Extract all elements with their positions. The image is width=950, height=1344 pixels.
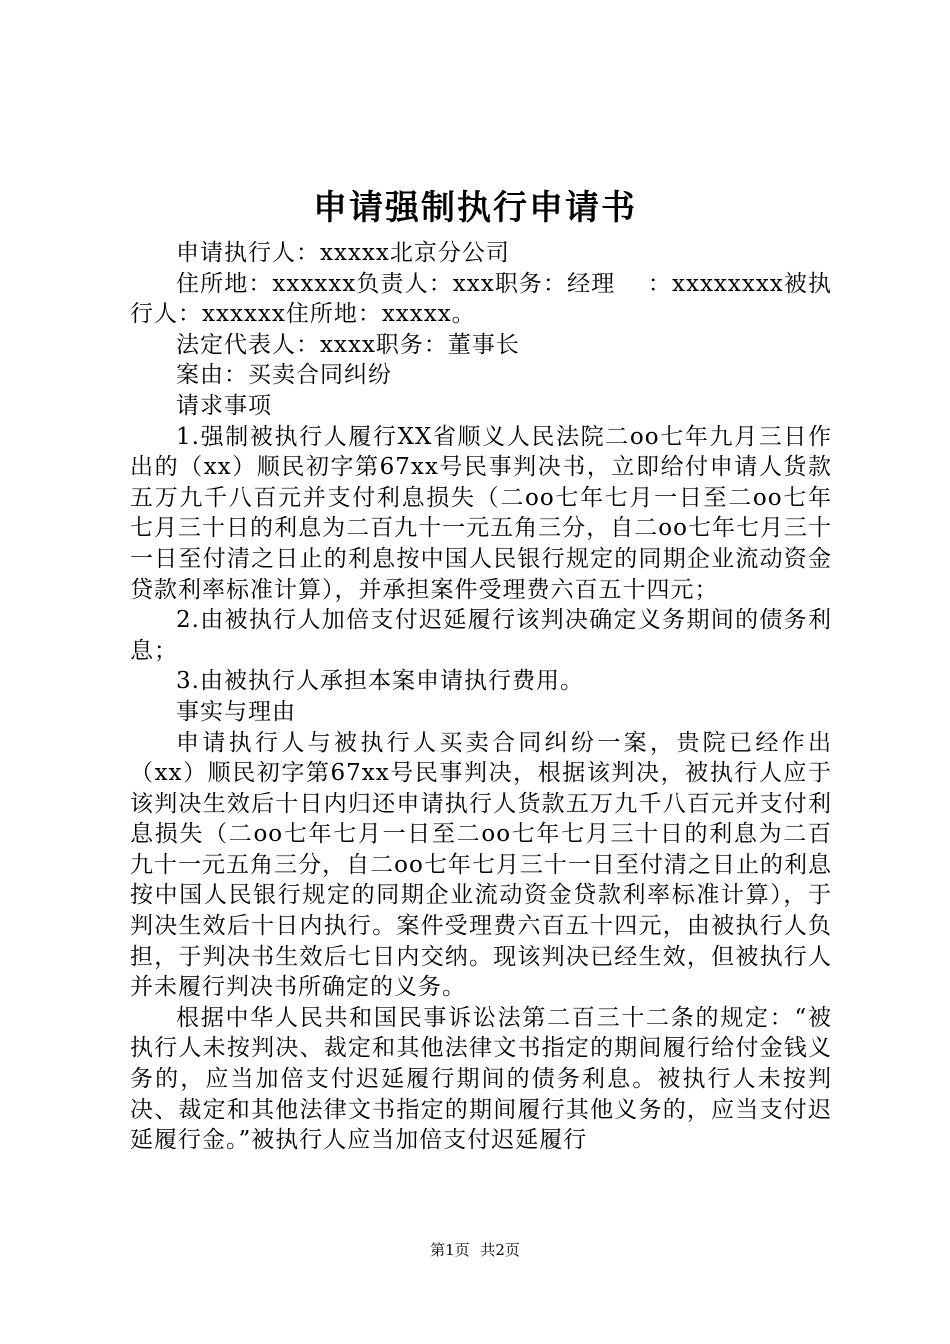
page-number: 第1页: [430, 1241, 470, 1259]
page-footer: [0, 1240, 950, 1260]
facts-paragraph: 申请执行人与被执行人买卖合同纠纷一案，贵院已经作出（xx）顺民初字第67xx号民事判决，根据该判决，被执行人应于该判决生效后十日内归还申请执行人货款五万九千八百元并支付利息损失（二oo七年七月一日至二oo七年七月三十日的利息为二百九十一元五角三分，自二oo七年七月三十一日至付清之日止的利息按中国人民银行规定的同期企业流动资金贷款利率标准计算），于判决生效后十日内执行。案件受理费六百五十四元，由被执行人负担，于判决书生效后七日内交纳。现该判决已经生效，但被执行人并未履行判决书所确定的义务。: [130, 729, 832, 1001]
section-heading-facts: 事实与理由: [176, 698, 296, 725]
request-item-1: 1.强制被执行人履行XX省顺义人民法院二oo七年九月三日作出的（xx）顺民初字第67xx号民事判决书，立即给付申请人货款五万九千八百元并支付利息损失（二oo七年七月一日至二oo七年七月三十日的利息为二百九十一元五角三分，自二oo七年七月三十一日至付清之日止的利息按中国人民银行规定的同期企业流动资金贷款利率标准计算），并承担案件受理费六百五十四元；: [130, 423, 832, 603]
request-item-2: 2.由被执行人加倍支付迟延履行该判决确定义务期间的债务利息；: [130, 607, 832, 664]
case-cause-line: 案由：买卖合同纠纷: [176, 362, 392, 389]
document-title: 申请强制执行申请书: [313, 188, 637, 228]
page-total: 共2页: [480, 1241, 520, 1259]
address-line: 住所地：xxxxxx负责人：xxx职务：经理 ：xxxxxxxx被执行人：xxxxxx住所地：xxxxx。: [130, 270, 832, 328]
request-item-3: 3.由被执行人承担本案申请执行费用。: [176, 668, 584, 695]
legal-basis-paragraph: 根据中华人民共和国民事诉讼法第二百三十二条的规定：“被执行人未按判决、裁定和其他法律文书指定的期间履行给付金钱义务的，应当加倍支付迟延履行期间的债务利息。被执行人未按判决、裁定和其他法律文书指定的期间履行其他义务的，应当支付迟延履行金。”被执行人应当加倍支付迟延履行: [130, 1004, 832, 1154]
applicant-line: 申请执行人：xxxxx北京分公司: [176, 240, 510, 266]
legal-representative-line: 法定代表人：xxxx职务：董事长: [176, 331, 520, 358]
section-heading-requests: 请求事项: [176, 392, 272, 419]
document-body: [130, 238, 832, 1156]
